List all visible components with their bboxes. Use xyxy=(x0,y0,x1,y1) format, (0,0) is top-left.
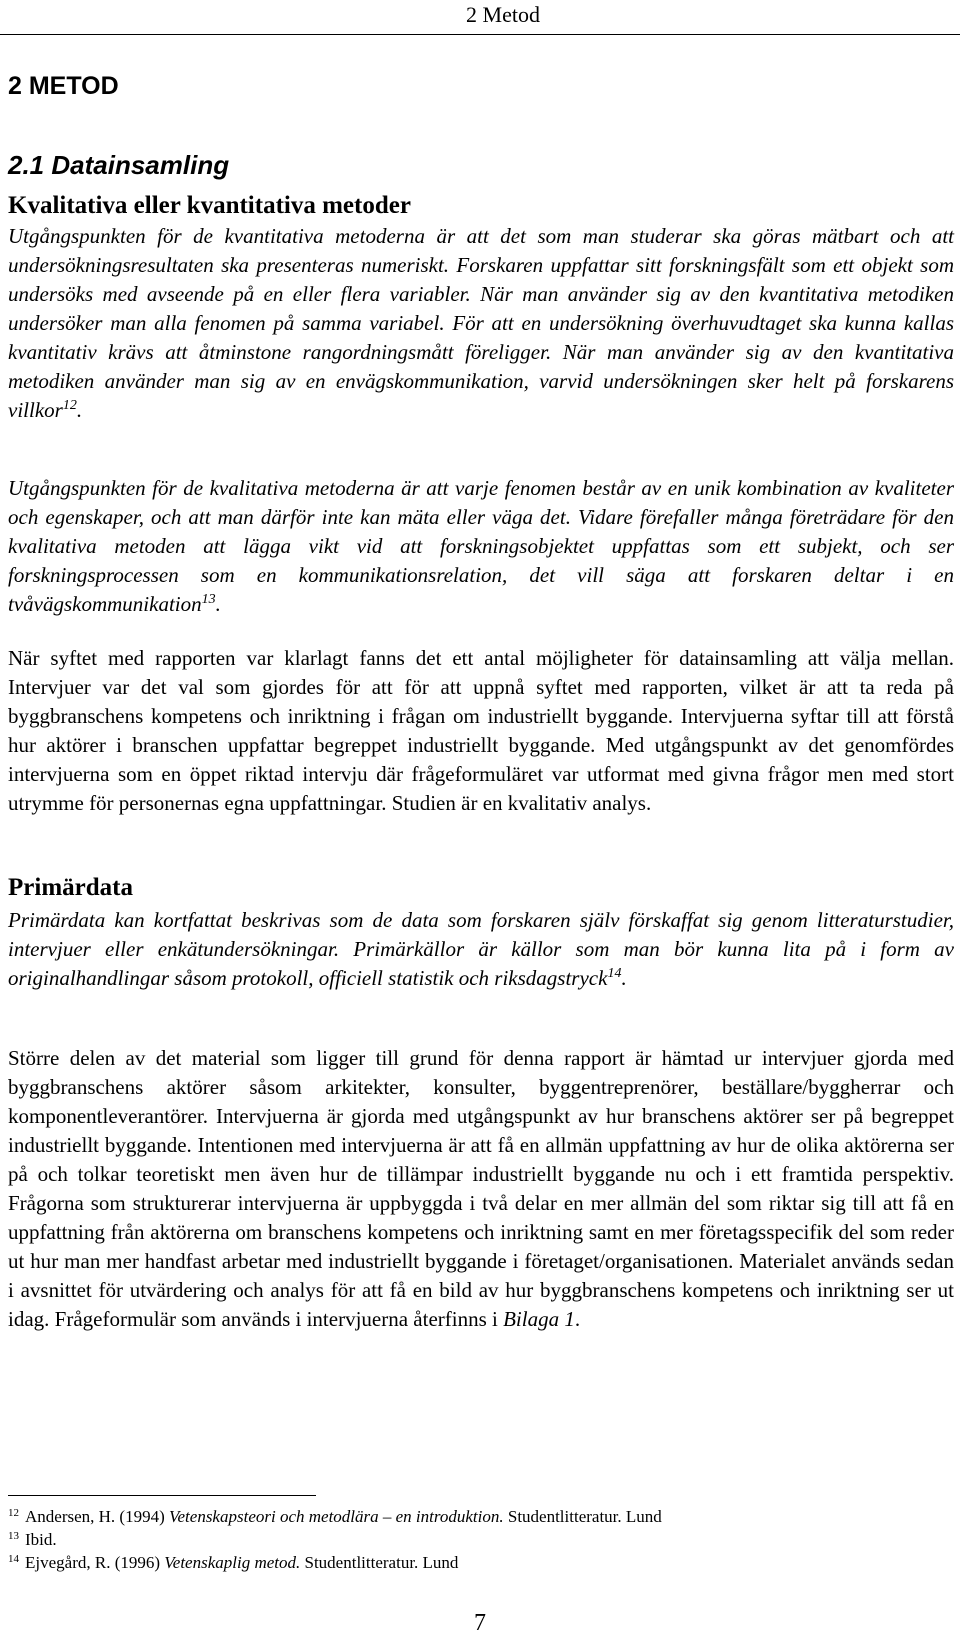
footnote-item xyxy=(8,1505,948,1528)
footnote-number: 12 xyxy=(8,1507,19,1519)
subsection-title-methods: Kvalitativa eller kvantitativa metoder xyxy=(8,192,411,219)
paragraph-text: Större delen av det material som ligger till grund för denna rapport är hämtad ur intervjuer gjorda med byggbranschens aktörer såsom arkitekter, konsulter, byggentreprenörer, beställare/byggherrar och komponentleverantörer. Intervjuerna är gjorda med utgångspunkt av hur branschens aktörer ser på begreppet industriellt byggande. Intentionen med intervjuerna är att få en allmän uppfattning av hur de olika aktörerna ser på och tolkar teoretiskt men även hur de tillämpar industriellt byggande nu och i ett framtida perspektiv. Frågorna som strukturerar intervjuerna är uppbyggda i två delar en mer allmän del som riktar sig till att få en uppfattning från aktörerna om branschens kompetens och inriktning samt en mer företagsspecifik del som reder ut hur man mer handfast arbetar med industriellt byggande i företaget/organisationen. Materialet används sedan i avsnittet för utvärdering och analys för att få en bild av hur byggbranschens kompetens och inriktning ser ut idag. Frågeformulär som används i intervjuerna återfinns i xyxy=(8,1046,954,1331)
footnote-author: Ejvegård, R. (1996) xyxy=(25,1553,165,1572)
subsection-title-primary-data: Primärdata xyxy=(8,874,133,901)
footnote-publisher: Studentlitteratur. Lund xyxy=(300,1553,459,1572)
paragraph-end: . xyxy=(574,1307,581,1331)
paragraph-text: Utgångspunkten för de kvantitativa metoderna är att det som man studerar ska göras mätbart och att undersökningsresultaten ska presenteras numeriskt. Forskaren uppfattar sitt forskningsfält som ett objekt som undersöks med avseende på en eller flera variabler. När man använder sig av den kvantitativa metodiken undersöker man alla fenomen på samma variabel. För att en undersökning överhuvudtaget ska kunna kallas kvantitativ krävs att åtminstone rangordningsmått föreligger. När man använder sig av den kvantitativa metodiken använder man sig av en envägskommunikation, varvid undersökningen sker helt på forskarens villkor xyxy=(8,224,954,422)
footnote-ref[interactable]: 14 xyxy=(607,966,622,981)
appendix-link[interactable]: Bilaga 1 xyxy=(503,1307,575,1331)
paragraph-text: Utgångspunkten för de kvalitativa metoderna är att varje fenomen består av en unik kombination av kvaliteter och egenskaper, och att man därför inte kan mäta eller väga det. Vidare förefaller många företrädare för den kvalitativa metoden att lägga vikt vid att forskningsobjektet uppfattas som ett subjekt, och ser forskningsprocessen som en kommunikationsrelation, det vill säga att forskaren deltar i en tvåvägskommunikation xyxy=(8,476,954,616)
paragraph-quantitative: Utgångspunkten för de kvantitativa metoderna är att det som man studerar ska göras mätbart och att undersökningsresultaten ska presenteras numeriskt. Forskaren uppfattar sitt forskningsfält som ett objekt som undersöks med avseende på en eller flera variabler. När man använder sig av den kvantitativa metodiken undersöker man alla fenomen på samma variabel. För att en undersökning överhuvudtaget ska kunna kallas kvantitativ krävs att åtminstone rangordningsmått föreligger. När man använder sig av den kvantitativa metodiken använder man sig av en envägskommunikation, varvid undersökningen sker helt på forskarens villkor$^{12}$. xyxy=(8,224,954,422)
footnote-divider xyxy=(8,1495,316,1496)
paragraph-data-collection: När syftet med rapporten var klarlagt fanns det ett antal möjligheter för datainsamling att välja mellan. Intervjuer var det val som gjordes för att för att uppnå syftet med rapporten, vilket är att ta reda på byggbranschens kompetens och inriktning i frågan om industriellt byggande. Intervjuerna syftar till att förstå hur aktörer i branschen uppfattar begreppet industriellt byggande. Med utgångspunkt av det genomfördes intervjuerna som en öppet riktad intervju där frågeformuläret var utformat med givna frågor men med stort utrymme för personernas egna uppfattningar. Studien är en kvalitativ analys. xyxy=(8,646,954,815)
page-header xyxy=(0,0,960,35)
footnote-title: Vetenskaplig metod. xyxy=(164,1553,301,1572)
footnote-item xyxy=(8,1528,948,1551)
footnote-ref[interactable]: 12 xyxy=(62,398,77,413)
section-title: 2.1 Datainsamling xyxy=(8,150,230,180)
footnote-item xyxy=(8,1551,948,1574)
paragraph-primary-data: Primärdata kan kortfattat beskrivas som de data som forskaren själv förskaffat sig genom litteraturstudier, intervjuer eller enkätundersökningar. Primärkällor är källor som man bör kunna lita på i form av originalhandlingar såsom protokoll, officiell statistik och riksdagstryck$^{14}$. xyxy=(8,908,954,990)
paragraph-material xyxy=(8,1044,954,1334)
footnote-author: Ibid. xyxy=(25,1530,57,1549)
footnote-title: Vetenskapsteori och metodlära – en introduktion. xyxy=(169,1507,504,1526)
running-title: 2 Metod xyxy=(466,2,540,27)
footnote-publisher: Studentlitteratur. Lund xyxy=(503,1507,662,1526)
footnotes xyxy=(8,1505,948,1574)
footnote-number: 14 xyxy=(8,1553,19,1565)
chapter-title: 2 METOD xyxy=(8,72,119,100)
footnote-ref[interactable]: 13 xyxy=(201,592,216,607)
paragraph-text: Primärdata kan kortfattat beskrivas som de data som forskaren själv förskaffat sig genom litteraturstudier, intervjuer eller enkätundersökningar. Primärkällor är källor som man bör kunna lita på i form av originalhandlingar såsom protokoll, officiell statistik och riksdagstryck xyxy=(8,908,954,990)
page-number: 7 xyxy=(474,1610,486,1636)
footnote-number: 13 xyxy=(8,1530,19,1542)
footnote-author: Andersen, H. (1994) xyxy=(25,1507,169,1526)
paragraph-qualitative: Utgångspunkten för de kvalitativa metoderna är att varje fenomen består av en unik kombination av kvaliteter och egenskaper, och att man därför inte kan mäta eller väga det. Vidare förefaller många företrädare för den kvalitativa metoden att lägga vikt vid att forskningsobjektet uppfattas som ett subjekt, och ser forskningsprocessen som en kommunikationsrelation, det vill säga att forskaren deltar i en tvåvägskommunikation$^{13}$. xyxy=(8,476,954,616)
